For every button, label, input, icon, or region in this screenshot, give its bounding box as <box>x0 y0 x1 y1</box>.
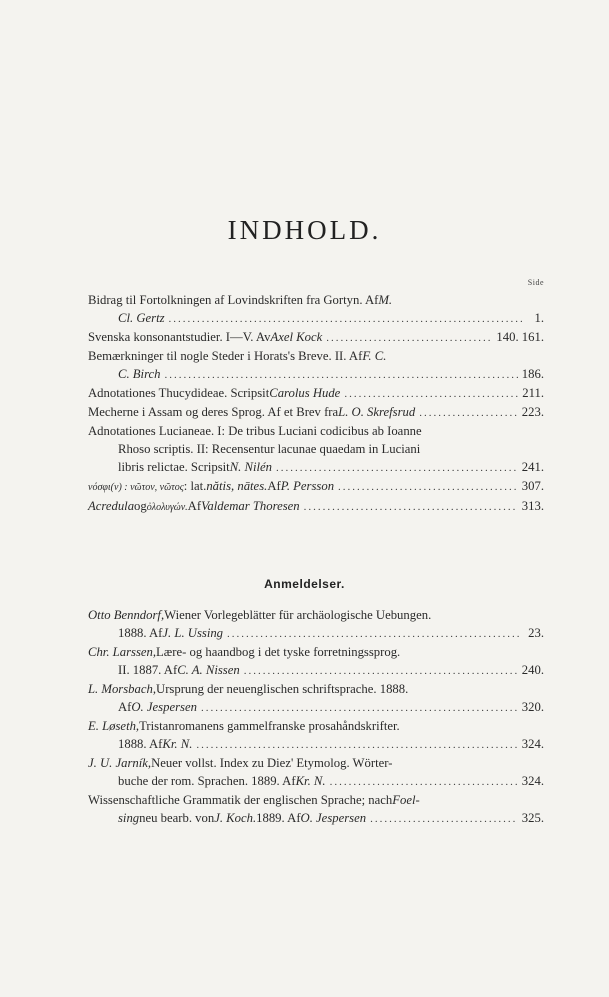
dot-leader <box>330 773 518 791</box>
entry-page-number: 186. <box>521 367 544 381</box>
review-entry <box>88 643 544 680</box>
entry-title: 1888. Af <box>118 626 163 640</box>
entry-author: L. O. Skrefsrud <box>338 405 416 419</box>
entry-page-number: 320. <box>521 700 544 714</box>
entry-author: J. L. Ussing <box>162 626 224 640</box>
entry-page-number: 313. <box>521 499 544 513</box>
reviewed-author: sing <box>118 811 140 825</box>
entry-line <box>88 328 544 347</box>
entry-page-number: 324. <box>521 774 544 788</box>
contents-entry <box>88 477 544 497</box>
entry-title: Neuer vollst. Index zu Diez' Etymolog. Wörter- <box>151 756 393 770</box>
entry-title: Bemærkninger til nogle Steder i Horats's Breve. II. Af <box>88 349 363 363</box>
dot-leader <box>169 310 522 328</box>
contents-entry <box>88 403 544 422</box>
entry-title: Af <box>118 700 132 714</box>
page-title: INDHOLD. <box>227 215 382 245</box>
contents-entry <box>88 328 544 347</box>
entry-line <box>88 309 544 328</box>
reviewed-author: Chr. Larssen, <box>88 645 157 659</box>
entry-title: buche der rom. Sprachen. 1889. Af <box>118 774 296 788</box>
dot-leader <box>370 810 518 828</box>
entry-line <box>88 680 544 698</box>
reviews-list <box>88 606 544 828</box>
review-entry <box>88 717 544 754</box>
review-entry <box>88 680 544 717</box>
dot-leader <box>338 478 518 496</box>
entry-line <box>88 365 544 384</box>
dot-leader <box>276 459 518 477</box>
entry-author: C. A. Nissen <box>177 663 240 677</box>
entry-line <box>88 497 544 517</box>
dot-leader <box>227 625 522 643</box>
entry-author: M. <box>378 293 393 307</box>
entry-line <box>88 384 544 403</box>
entry-title: Wissenschaftliche Grammatik der englischen Sprache; nach <box>88 793 393 807</box>
contents-entry <box>88 291 544 328</box>
dot-leader <box>326 329 492 347</box>
entry-title: Wiener Vorlegeblätter für archäologische Uebungen. <box>164 608 432 622</box>
entry-title: Af <box>187 499 202 513</box>
entry-author: P. Persson <box>280 479 335 493</box>
entry-title: 1888. Af <box>118 737 163 751</box>
entry-page-number: 324. <box>521 737 544 751</box>
entry-line <box>88 809 544 828</box>
entry-line <box>88 772 544 791</box>
reviewed-author: J. Koch. <box>214 811 257 825</box>
reviewed-author: Otto Benndorf, <box>88 608 165 622</box>
entry-author: Cl. Gertz <box>118 311 165 325</box>
entry-author: O. Jespersen <box>300 811 367 825</box>
entry-page-number: 307. <box>521 479 544 493</box>
entry-author: N. Nilén <box>229 460 272 474</box>
entry-author: C. Birch <box>118 367 161 381</box>
entry-page-number: 23. <box>528 626 544 640</box>
entry-line <box>88 458 544 477</box>
contents-entry <box>88 422 544 477</box>
dot-leader <box>344 385 518 403</box>
entry-page-number: 223. <box>521 405 544 419</box>
entry-line <box>88 347 544 365</box>
reviewed-author: Foel- <box>392 793 420 807</box>
entry-line <box>88 791 544 809</box>
entry-title: Mecherne i Assam og deres Sprog. Af et Brev fra <box>88 405 339 419</box>
reviews-heading: Anmeldelser. <box>264 577 345 591</box>
entry-line <box>88 403 544 422</box>
entry-line <box>88 754 544 772</box>
page-column-label: Side <box>527 278 544 287</box>
entry-title: Lære- og haandbog i det tyske forretningssprog. <box>156 645 401 659</box>
entry-line <box>88 661 544 680</box>
entry-author: Kr. N. <box>295 774 326 788</box>
dot-leader <box>165 366 518 384</box>
entry-page-number: 1. <box>534 311 544 325</box>
entry-author: Kr. N. <box>162 737 193 751</box>
reviewed-author: J. U. Jarník, <box>88 756 152 770</box>
entry-line <box>88 606 544 624</box>
entry-page-number: 240. <box>521 663 544 677</box>
entry-title: : lat. <box>183 479 207 493</box>
dot-leader <box>244 662 518 680</box>
entry-title: Ursprung der neuenglischen schriftsprache. 1888. <box>156 682 409 696</box>
entry-line <box>88 477 544 497</box>
entry-page-number: 325. <box>521 811 544 825</box>
entry-line <box>88 643 544 661</box>
entry-title: Adnotationes Thucydideae. Scripsit <box>88 386 270 400</box>
reviewed-author: E. Løseth, <box>88 719 140 733</box>
entry-line <box>88 624 544 643</box>
entry-line <box>88 291 544 309</box>
review-entry <box>88 754 544 791</box>
entry-title: neu bearb. von <box>139 811 215 825</box>
contents-entry <box>88 384 544 403</box>
entry-title: Tristanromanens gammelfranske prosahåndskrifter. <box>139 719 400 733</box>
entry-title: libris relictae. Scripsit <box>118 460 230 474</box>
entry-line <box>88 717 544 735</box>
latin-words: Acredula <box>88 499 135 513</box>
entry-page-number: 241. <box>521 460 544 474</box>
entry-author: F. C. <box>362 349 387 363</box>
entry-page-number: 211. <box>522 386 544 400</box>
entry-title: Svenska konsonantstudier. I—V. Av <box>88 330 271 344</box>
entry-author: Carolus Hude <box>269 386 341 400</box>
entry-title: II. 1887. Af <box>118 663 178 677</box>
contents-list <box>88 291 544 517</box>
entry-title: Bidrag til Fortolkningen af Lovindskriften fra Gortyn. Af <box>88 293 379 307</box>
contents-entry <box>88 347 544 384</box>
entry-author: O. Jespersen <box>131 700 197 714</box>
greek-words: νόσφι(ν) : νῶτον, νῶτος <box>88 482 184 493</box>
entry-title: Adnotationes Lucianeae. I: De tribus Luciani codicibus ab Ioanne <box>88 424 422 438</box>
entry-title: Rhoso scriptis. II: Recensentur lacunae quaedam in Luciani <box>118 442 421 456</box>
review-entry <box>88 791 544 828</box>
entry-title: 1889. Af <box>256 811 301 825</box>
greek-words: ὀλολυγών. <box>146 502 188 513</box>
entry-line <box>88 440 544 458</box>
contents-entry <box>88 497 544 517</box>
dot-leader <box>304 498 518 516</box>
entry-author: Axel Kock <box>270 330 323 344</box>
entry-line <box>88 735 544 754</box>
dot-leader <box>196 736 517 754</box>
review-entry <box>88 606 544 643</box>
entry-page-number: 140. 161. <box>496 330 544 344</box>
entry-line <box>88 422 544 440</box>
entry-title: Af <box>267 479 281 493</box>
dot-leader <box>201 699 518 717</box>
latin-words: nătis, nātes. <box>206 479 268 493</box>
dot-leader <box>419 404 518 422</box>
reviewed-author: L. Morsbach, <box>88 682 157 696</box>
entry-author: Valdemar Thoresen <box>201 499 300 513</box>
entry-line <box>88 698 544 717</box>
entry-title: og <box>134 499 147 513</box>
